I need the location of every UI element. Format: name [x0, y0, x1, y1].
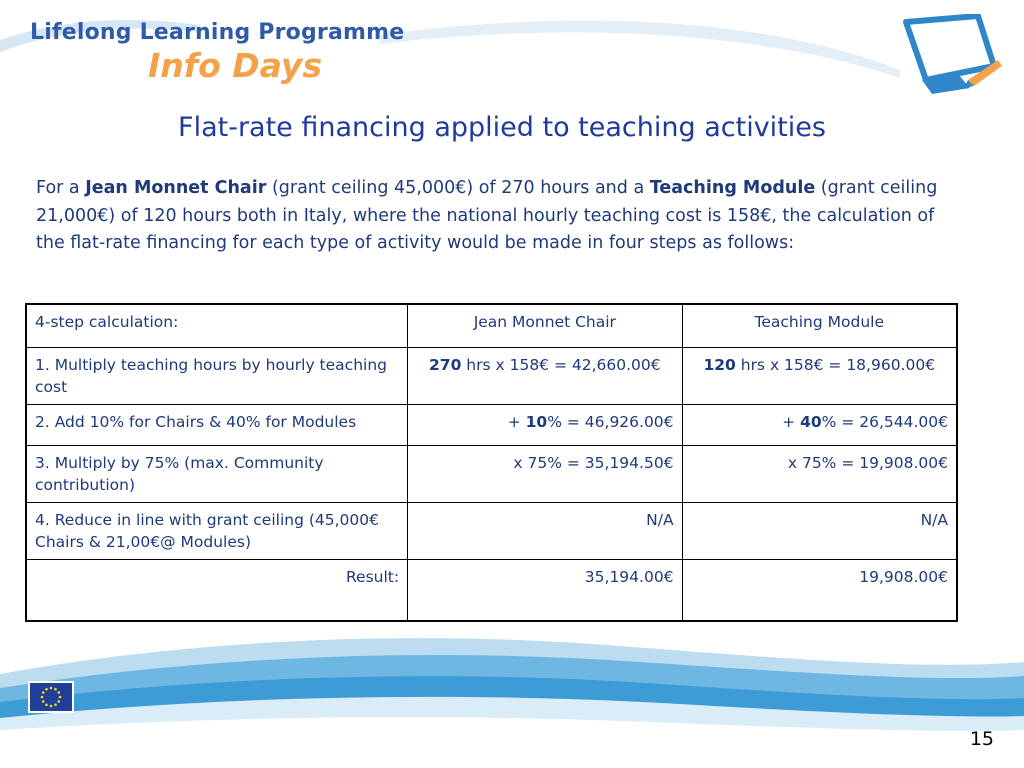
- cell-text: hrs x 158€ = 42,660.00€: [461, 356, 661, 374]
- row-label: 3. Multiply by 75% (max. Community contribution): [26, 446, 408, 503]
- result-jean-monnet: 35,194.00€: [408, 560, 682, 622]
- table-row: [26, 503, 957, 560]
- row-label: 1. Multiply teaching hours by hourly teaching cost: [26, 348, 408, 405]
- cell-jean-monnet: x 75% = 35,194.50€: [408, 446, 682, 503]
- header-jean-monnet: Jean Monnet Chair: [408, 304, 682, 348]
- eu-star: [50, 705, 53, 708]
- eu-star: [42, 700, 45, 703]
- cell-jean-monnet: [408, 348, 682, 405]
- eu-flag-icon: [28, 681, 74, 713]
- logo-subtitle: Info Days: [148, 46, 323, 85]
- logo-title: Lifelong Learning Programme: [30, 20, 405, 45]
- eu-star: [45, 688, 48, 691]
- eu-star: [59, 696, 62, 699]
- table-header-row: [26, 304, 957, 348]
- cell-teaching-module: N/A: [682, 503, 957, 560]
- cell-teaching-module: x 75% = 19,908.00€: [682, 446, 957, 503]
- cell-text: % = 46,926.00€: [547, 413, 674, 431]
- table-result-row: [26, 560, 957, 622]
- intro-text-1: For a: [36, 178, 86, 198]
- cell-teaching-module: [682, 405, 957, 446]
- header-step: 4-step calculation:: [26, 304, 408, 348]
- row-label: 2. Add 10% for Chairs & 40% for Modules: [26, 405, 408, 446]
- cell-bold: 120: [703, 356, 736, 374]
- eu-star: [54, 703, 57, 706]
- footer-wave: [0, 630, 1024, 768]
- table-row: [26, 446, 957, 503]
- result-teaching-module: 19,908.00€: [682, 560, 957, 622]
- table-row: [26, 405, 957, 446]
- cell-bold: 270: [429, 356, 462, 374]
- cell-jean-monnet: [408, 405, 682, 446]
- intro-bold-chair: Jean Monnet Chair: [85, 178, 267, 198]
- eu-star: [50, 687, 53, 690]
- eu-star: [41, 696, 44, 699]
- cell-text: +: [507, 413, 526, 431]
- eu-star: [57, 691, 60, 694]
- table-row: [26, 348, 957, 405]
- cell-bold: 40: [800, 413, 822, 431]
- intro-text-2: (grant ceiling 45,000€) of 270 hours and a: [266, 178, 650, 198]
- eu-star: [57, 700, 60, 703]
- page-number: 15: [969, 728, 994, 750]
- result-label: Result:: [26, 560, 408, 622]
- cell-text: +: [782, 413, 801, 431]
- cell-text: % = 26,544.00€: [821, 413, 948, 431]
- cell-bold: 10: [525, 413, 548, 431]
- eu-star: [54, 688, 57, 691]
- cell-text: hrs x 158€ = 18,960.00€: [735, 356, 936, 374]
- intro-bold-module: Teaching Module: [649, 178, 816, 198]
- header-teaching-module: Teaching Module: [682, 304, 957, 348]
- intro-paragraph: [36, 175, 956, 258]
- computer-with-pencil-icon: [898, 14, 1008, 98]
- eu-star: [42, 691, 45, 694]
- eu-star: [45, 703, 48, 706]
- cell-jean-monnet: N/A: [408, 503, 682, 560]
- slide-title: Flat-rate financing applied to teaching activities: [178, 112, 826, 143]
- intro-text-3: (grant ceiling 21,000€) of 120 hours both in Italy, where the national hourly teaching cost is 158€, the calculation of the flat-rate financing for each type of activity would be made in four steps as follows:: [36, 178, 938, 253]
- calculation-table: [25, 303, 958, 622]
- row-label: 4. Reduce in line with grant ceiling (45,000€ Chairs & 21,00€@ Modules): [26, 503, 408, 560]
- cell-teaching-module: [682, 348, 957, 405]
